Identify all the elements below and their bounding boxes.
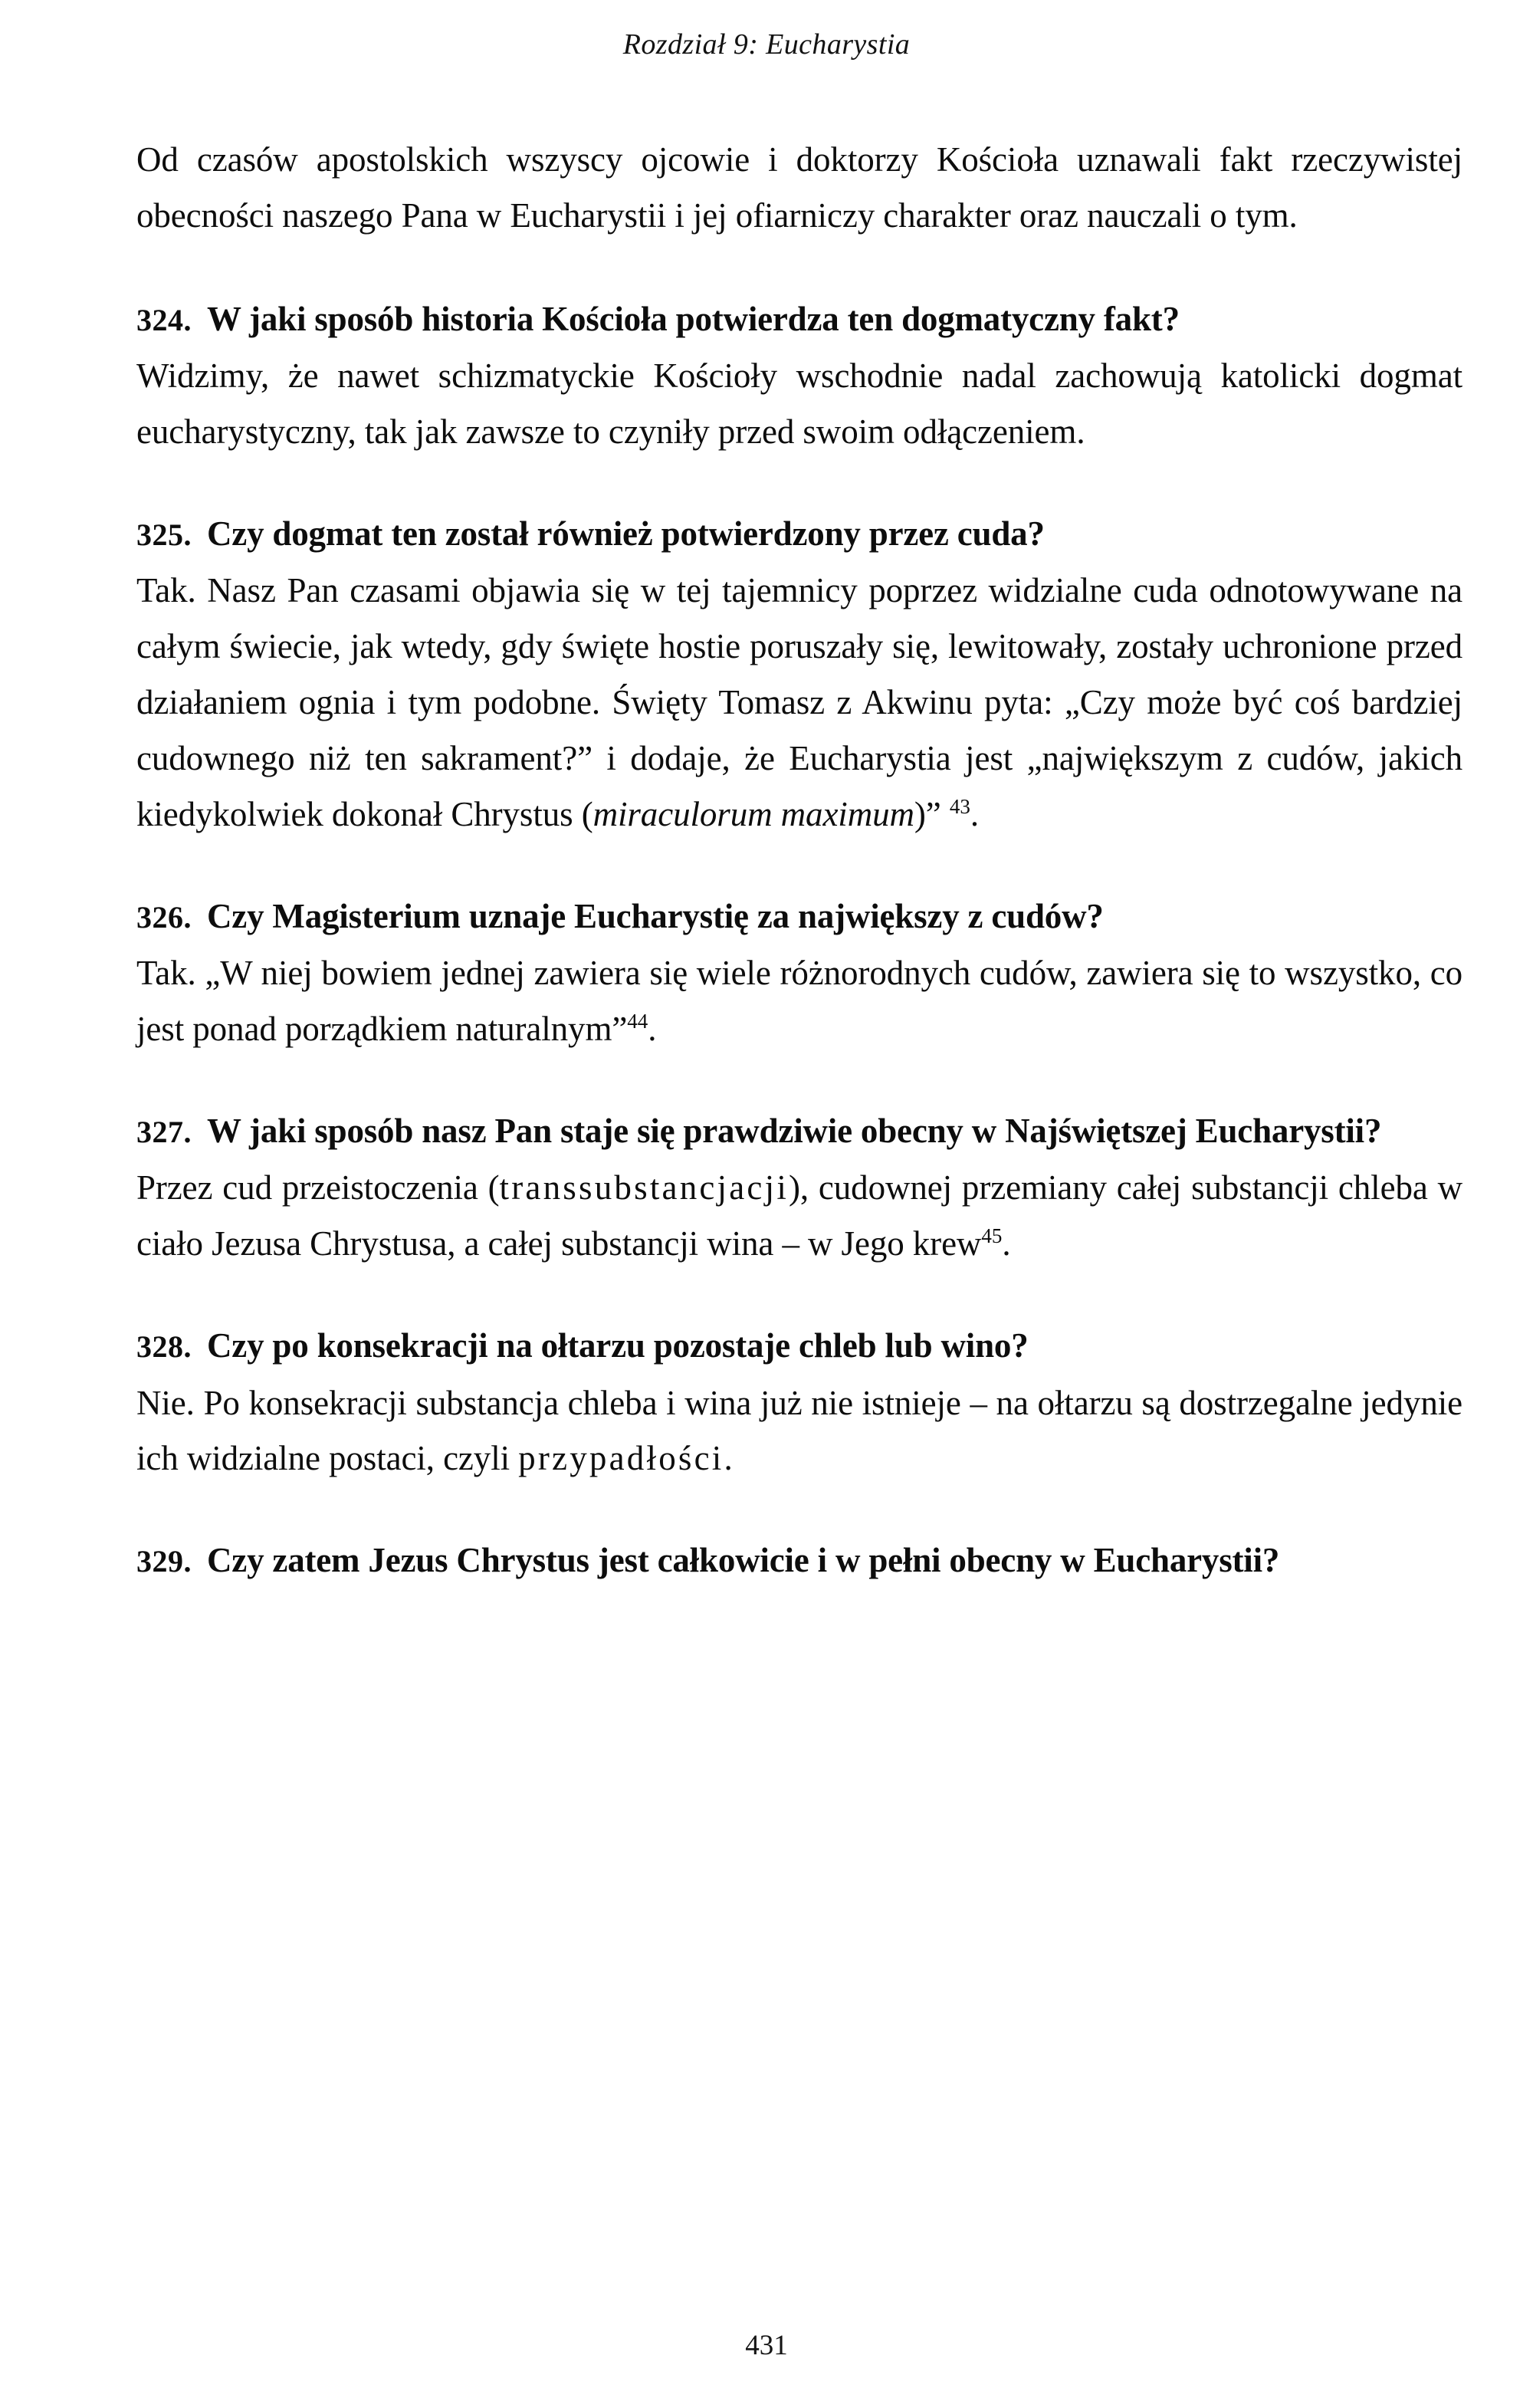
answer-text: Tak. Nasz Pan czasami objawia się w tej tajemnicy poprzez widzialne cuda odnotowywane na całym świecie, jak wtedy, gdy święte hostie poruszały się, lewitowały, zostały uchronione przed działaniem ognia i tym podobne. Święty Tomasz z Akwinu pyta: „Czy może być coś bardziej cudownego niż ten sakrament?” i dodaje, że Eucharystia jest „największym z cudów, jakich kiedykolwiek dokonał Chrystus ( <box>136 571 1462 833</box>
question-line <box>136 1534 1462 1586</box>
question-text: Czy dogmat ten został również potwierdzony przez cuda? <box>207 514 1045 553</box>
letterspaced-term: transsubstancjacji <box>499 1168 789 1207</box>
question-line <box>136 1105 1462 1157</box>
letterspaced-term: przypadłości <box>518 1439 724 1478</box>
footnote-marker: 43 <box>949 794 970 818</box>
question-number: 324. <box>136 302 192 337</box>
question-number: 326. <box>136 899 192 935</box>
qa-entry <box>136 508 1462 843</box>
answer-paragraph <box>136 1160 1462 1272</box>
page-number: 431 <box>745 2330 788 2361</box>
footnote-marker: 44 <box>627 1010 648 1033</box>
qa-entry <box>136 293 1462 460</box>
latin-phrase: miraculorum maximum <box>593 794 914 833</box>
answer-text: . <box>1002 1224 1011 1263</box>
answer-text: Przez cud przeistoczenia ( <box>136 1168 500 1207</box>
qa-entry <box>136 1534 1462 1586</box>
answer-text: ), cudownej przemiany całej substancji chleba w ciało Jezusa Chrystusa, a całej substancji wina – w Jego krew <box>136 1168 1462 1263</box>
answer-paragraph <box>136 945 1462 1057</box>
answer-text: Nie. Po konsekracji substancja chleba i wina już nie istnieje – na ołtarzu są dostrzegalne jedynie ich widzialne postaci, czyli <box>136 1383 1462 1478</box>
question-text: Czy zatem Jezus Chrystus jest całkowicie i w pełni obecny w Eucharystii? <box>207 1541 1280 1580</box>
text-column <box>136 132 1462 1590</box>
intro-paragraph: Od czasów apostolskich wszyscy ojcowie i doktorzy Kościoła uznawali fakt rzeczywistej obecności naszego Pana w Eucharystii i jej ofiarniczy charakter oraz nauczali o tym. <box>136 140 1462 235</box>
question-text: Czy po konsekracji na ołtarzu pozostaje chleb lub wino? <box>207 1326 1029 1365</box>
question-line <box>136 508 1462 560</box>
answer-text: )” <box>914 794 950 833</box>
answer-text: . <box>970 794 979 833</box>
question-text: W jaki sposób nasz Pan staje się prawdziwie obecny w Najświętszej Eucharystii? <box>207 1111 1382 1150</box>
answer-text: . <box>648 1010 657 1049</box>
answer-paragraph <box>136 348 1462 460</box>
qa-entry <box>136 1105 1462 1272</box>
question-text: W jaki sposób historia Kościoła potwierdza ten dogmatyczny fakt? <box>207 299 1180 338</box>
question-line <box>136 1319 1462 1372</box>
answer-text: Tak. „W niej bowiem jednej zawiera się wiele różnorodnych cudów, zawiera się to wszystko, co jest ponad porządkiem naturalnym” <box>136 954 1462 1049</box>
running-head: Rozdział 9: Eucharystia <box>622 28 911 61</box>
question-number: 329. <box>136 1544 192 1579</box>
question-number: 325. <box>136 517 192 552</box>
footnote-marker: 45 <box>981 1224 1003 1248</box>
question-line <box>136 293 1462 345</box>
question-text: Czy Magisterium uznaje Eucharystię za największy z cudów? <box>207 896 1104 935</box>
qa-list <box>136 293 1462 1587</box>
qa-entry <box>136 890 1462 1057</box>
question-number: 327. <box>136 1114 192 1149</box>
answer-paragraph <box>136 563 1462 842</box>
qa-entry <box>136 1319 1462 1487</box>
question-line <box>136 890 1462 942</box>
answer-text: Widzimy, że nawet schizmatyckie Kościoły wschodnie nadal zachowują katolicki dogmat eucharystyczny, tak jak zawsze to czyniły przed swoim odłączeniem. <box>136 356 1462 452</box>
answer-text: . <box>724 1439 733 1478</box>
answer-paragraph <box>136 1375 1462 1487</box>
question-number: 328. <box>136 1329 192 1365</box>
